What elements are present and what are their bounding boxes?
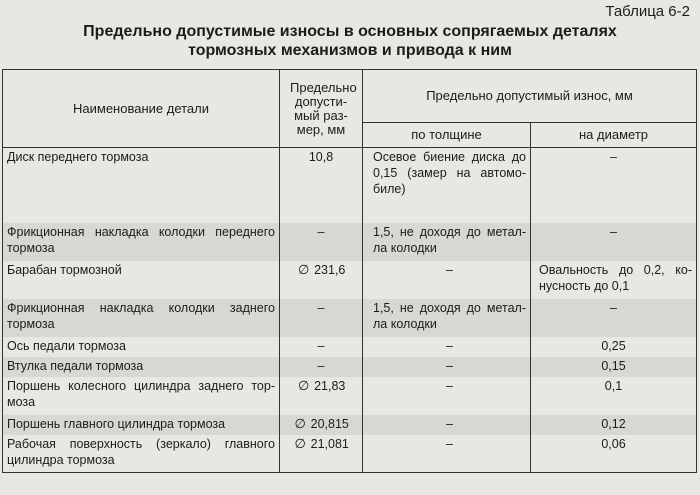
header-size: Предельно допусти- мый раз- мер, мм	[280, 70, 363, 148]
table-row	[3, 261, 697, 299]
part-thickness: 1,5, не доходя до метал- ла колодки	[363, 299, 531, 337]
title-line-2: тормозных механизмов и привода к ним	[188, 42, 512, 59]
part-name: Ось педали тормоза	[3, 337, 280, 357]
part-name: Барабан тормозной	[3, 261, 280, 299]
diameter-symbol-icon: ∅	[297, 377, 310, 393]
part-thickness: –	[363, 415, 531, 435]
table-row	[3, 415, 697, 435]
part-size: –	[280, 337, 363, 357]
table-title	[0, 22, 700, 60]
part-thickness: 1,5, не доходя до метал- ла колодки	[363, 223, 531, 261]
header-wear: Предельно допустимый износ, мм	[363, 70, 697, 123]
table-row	[3, 357, 697, 377]
part-name: Втулка педали тормоза	[3, 357, 280, 377]
part-name: Фрикционная накладка колодки заднего тормоза	[3, 299, 280, 337]
part-name: Диск переднего тормоза	[3, 148, 280, 223]
table-row	[3, 337, 697, 357]
part-name: Поршень главного цилиндра тормоза	[3, 415, 280, 435]
part-diameter: –	[531, 223, 697, 261]
header-part-name: Наименование детали	[3, 70, 280, 148]
header-diameter: на диаметр	[531, 123, 697, 148]
part-diameter: –	[531, 148, 697, 223]
part-diameter: 0,06	[531, 435, 697, 473]
part-name: Поршень колесного цилиндра заднего тор- моза	[3, 377, 280, 415]
table-row	[3, 435, 697, 473]
diameter-symbol-icon: ∅	[294, 415, 306, 431]
part-thickness: –	[363, 357, 531, 377]
part-thickness: –	[363, 261, 531, 299]
part-diameter: –	[531, 299, 697, 337]
table-row	[3, 299, 697, 337]
part-thickness: –	[363, 337, 531, 357]
part-size: –	[280, 357, 363, 377]
table-row	[3, 223, 697, 261]
part-size: ∅ 21,83	[280, 377, 363, 415]
part-size: –	[280, 299, 363, 337]
part-name: Рабочая поверхность (зеркало) главного цилиндра тормоза	[3, 435, 280, 473]
part-size: ∅ 231,6	[280, 261, 363, 299]
part-thickness: Осевое биение диска до 0,15 (замер на автомо- биле)	[363, 148, 531, 223]
part-diameter: 0,15	[531, 357, 697, 377]
part-thickness: –	[363, 435, 531, 473]
part-diameter: 0,1	[531, 377, 697, 415]
part-size: –	[280, 223, 363, 261]
part-diameter: 0,12	[531, 415, 697, 435]
wear-limits-table	[2, 69, 697, 473]
table-row	[3, 377, 697, 415]
title-line-1: Предельно допустимые износы в основных сопрягаемых деталях	[83, 23, 617, 40]
part-size: 10,8	[280, 148, 363, 223]
part-diameter: Овальность до 0,2, ко- нусность до 0,1	[531, 261, 697, 299]
header-thickness: по толщине	[363, 123, 531, 148]
table-number: Таблица 6-2	[605, 3, 690, 20]
part-size: ∅ 21,081	[280, 435, 363, 473]
part-size: ∅ 20,815	[280, 415, 363, 435]
diameter-symbol-icon: ∅	[297, 261, 310, 277]
part-name: Фрикционная накладка колодки переднего тормоза	[3, 223, 280, 261]
table-row	[3, 148, 697, 223]
diameter-symbol-icon: ∅	[294, 435, 306, 451]
part-thickness: –	[363, 377, 531, 415]
part-diameter: 0,25	[531, 337, 697, 357]
